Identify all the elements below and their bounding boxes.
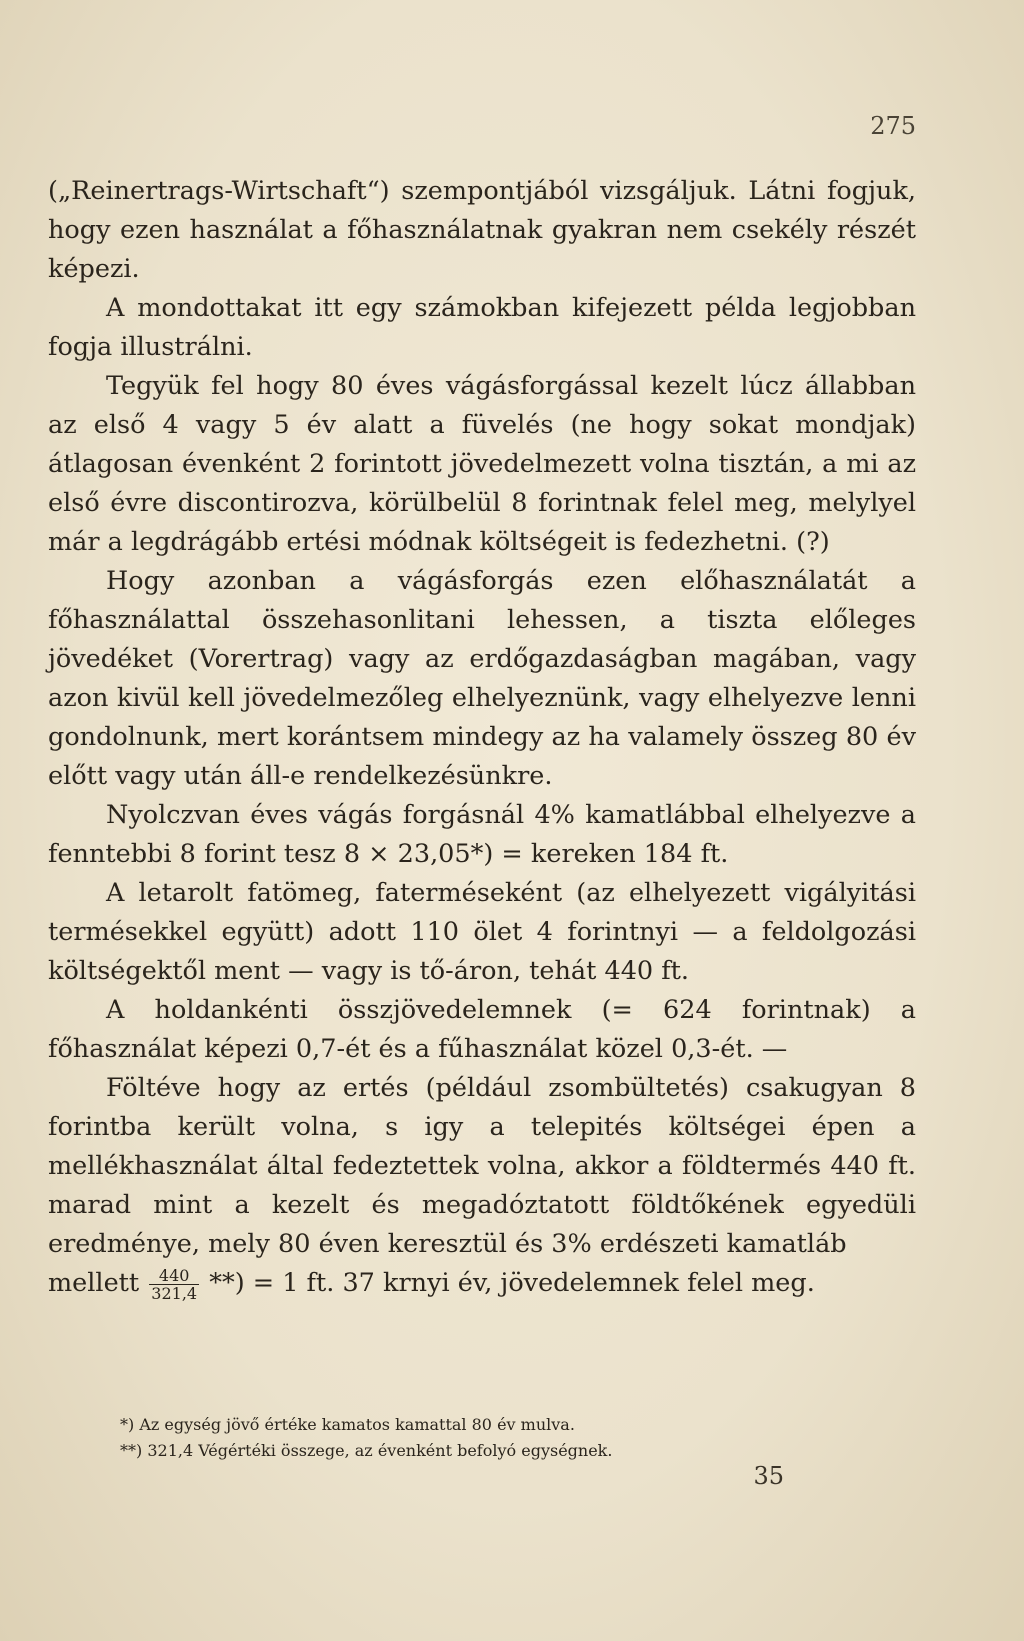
paragraph: Nyolczvan éves vágás forgásnál 4% kamatlábbal elhelyezve a fenntebbi 8 forint tesz 8 × 23,05*) = kereken 184 ft.: [48, 800, 916, 869]
fraction-denominator: 321,4: [151, 1283, 198, 1303]
page-number: 275: [870, 112, 916, 140]
fraction: [149, 1267, 199, 1302]
paragraph-continuation: („Reinertrags-Wirtschaft“) szempontjából vizsgáljuk. Látni fogjuk, hogy ezen használat a főhasználatnak gyakran nem csekély részét képezi.: [48, 176, 916, 284]
fraction-numerator: 440: [149, 1267, 199, 1285]
signature-mark: 35: [753, 1462, 784, 1490]
footnotes: [120, 1412, 900, 1464]
paragraph: A letarolt fatömeg, faterméseként (az elhelyezett vigályitási termésekkel együtt) adott 110 ölet 4 forintnyi — a feldolgozási költségektől ment — vagy is tő-áron, tehát 440 ft.: [48, 878, 916, 986]
paragraph: A mondottakat itt egy számokban kifejezett példa legjobban fogja illustrálni.: [48, 293, 916, 362]
paragraph: Hogy azonban a vágásforgás ezen előhasználatát a főhasználattal összehasonlitani lehessen, a tiszta előleges jövedéket (Vorertrag) vagy az erdőgazdaságban magában, vagy azon kivül kell jövedelmezőleg elhelyeznünk, vagy elhelyezve lenni gondolnunk, mert korántsem mindegy az ha valamely összeg 80 év előtt vagy után áll-e rendelkezésünkre.: [48, 566, 916, 791]
body-text: [48, 172, 916, 1303]
formula-suffix: **) = 1 ft. 37 krnyi év, jövedelemnek felel meg.: [209, 1268, 815, 1298]
paragraph: Föltéve hogy az ertés (például zsombültetés) csakugyan 8 forintba került volna, s igy a telepités költségei épen a mellékhasználat által fedeztettek volna, akkor a földtermés 440 ft. marad mint a kezelt és megadóztatott földtőkének egyedüli eredménye, mely 80 éven keresztül és 3% erdészeti kamatláb: [48, 1073, 916, 1259]
formula-prefix: mellett: [48, 1268, 140, 1298]
paragraph: Tegyük fel hogy 80 éves vágásforgással kezelt lúcz állabban az első 4 vagy 5 év alatt a füvelés (ne hogy sokat mondjak) átlagosan évenként 2 forintott jövedelmezett volna tisztán, a mi az első évre discontirozva, körülbelül 8 forintnak felel meg, melylyel már a legdrágább ertési módnak költségeit is fedezhetni. (?): [48, 371, 916, 557]
footnote: *) Az egység jövő értéke kamatos kamattal 80 év mulva.: [120, 1415, 575, 1434]
footnote: **) 321,4 Végértéki összege, az évenként befolyó egységnek.: [120, 1441, 613, 1460]
formula-line: [48, 1264, 916, 1303]
paragraph: A holdankénti összjövedelemnek (= 624 forintnak) a főhasználat képezi 0,7-ét és a fűhasználat közel 0,3-ét. —: [48, 995, 916, 1064]
